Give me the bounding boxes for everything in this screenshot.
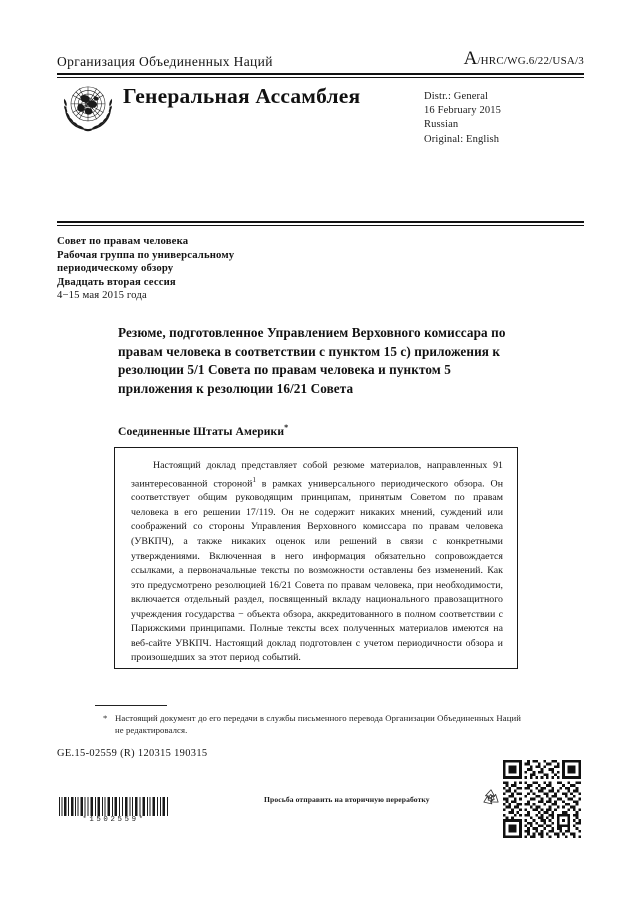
ge-reference: GE.15-02559 (R) 120315 190315 [57,748,208,759]
summary-part-1: Настоящий доклад представляет собой резюме материалов, направленных 91 заинтересованной стороной [131,460,503,489]
recycle-note: Просьба отправить на вторичную переработку [264,795,430,804]
qr-code [503,760,581,838]
barcode-digits: *1502559* [82,816,146,824]
page-title: Резюме, подготовленное Управлением Верховного комиссара по правам человека в соответствии с пунктом 15 c) приложения к резолюции 5/1 Совета по правам человека и пунктом 5 приложения к резолюции 16/21 Совета [118,325,506,396]
distribution-language: Russian [424,119,459,131]
summary-text [131,459,503,666]
distribution-date: 16 February 2015 [424,105,502,117]
country-footnote-mark: * [284,423,289,432]
country-heading [118,423,288,438]
masthead-top-row [57,48,584,70]
footnote-divider [95,705,167,706]
organization-name: Организация Объединенных Наций [57,54,273,69]
summary-footnote-mark: 1 [252,476,256,484]
un-emblem-icon [57,78,119,136]
distribution-type: Distr.: General [424,91,489,102]
distribution-block [424,90,501,147]
council-name: Совет по правам человека [57,235,189,247]
session-number: Двадцать вторая сессия [57,275,176,288]
barcode [58,797,170,816]
footnote-text: Настоящий документ до его передачи в службы письменного перевода Организации Объединенных Наций не редактировался. [115,713,521,736]
document-symbol-prefix: A [463,48,478,69]
working-group-line-1: Рабочая группа по универсальному [57,248,235,261]
footnote [100,712,530,737]
document-symbol [464,48,584,70]
general-assembly-title: Генеральная Ассамблея [123,84,361,108]
distribution-original: Original: English [424,133,500,145]
footnote-mark: * [103,713,108,723]
summary-part-2: в рамках универсального периодического обзора. Он соответствует общим руководящим принципам, принятым Советом по правам человека в его решении 17/119. Он не содержит никаких мнений, суждений или соображений со стороны Управления Верховного комиссара по правам человека (УВКПЧ), а также никаких оценок или решений в связи с конкретными утверждениями. Включенная в него информация обязательно сопровождается ссылками, а первоначальные тексты по возможности оставлены без изменений. Как это предусмотрено резолюцией 16/21 Совета по правам человека, при необходимости, включается отдельный раздел, посвященный вкладу национального правозащитного учреждения государства − объекта обзора, аккредитованного в полном соответствии с Парижскими принципами. Полные тексты всех полученных материалов имеются на веб-сайте УВКПЧ. Настоящий доклад подготовлен с учетом периодичности обзора и произошедших за этот период событий. [131,477,503,664]
section-divider [57,221,584,226]
country-name: Соединенные Штаты Америки [118,424,285,438]
general-assembly-block [57,76,584,136]
working-group-line-2: периодическому обзору [57,262,174,275]
masthead [57,48,584,78]
recycle-icon [480,787,502,809]
document-symbol-rest: /HRC/WG.6/22/USA/3 [477,55,584,67]
session-dates: 4−15 мая 2015 года [57,289,147,302]
council-block [57,235,234,303]
